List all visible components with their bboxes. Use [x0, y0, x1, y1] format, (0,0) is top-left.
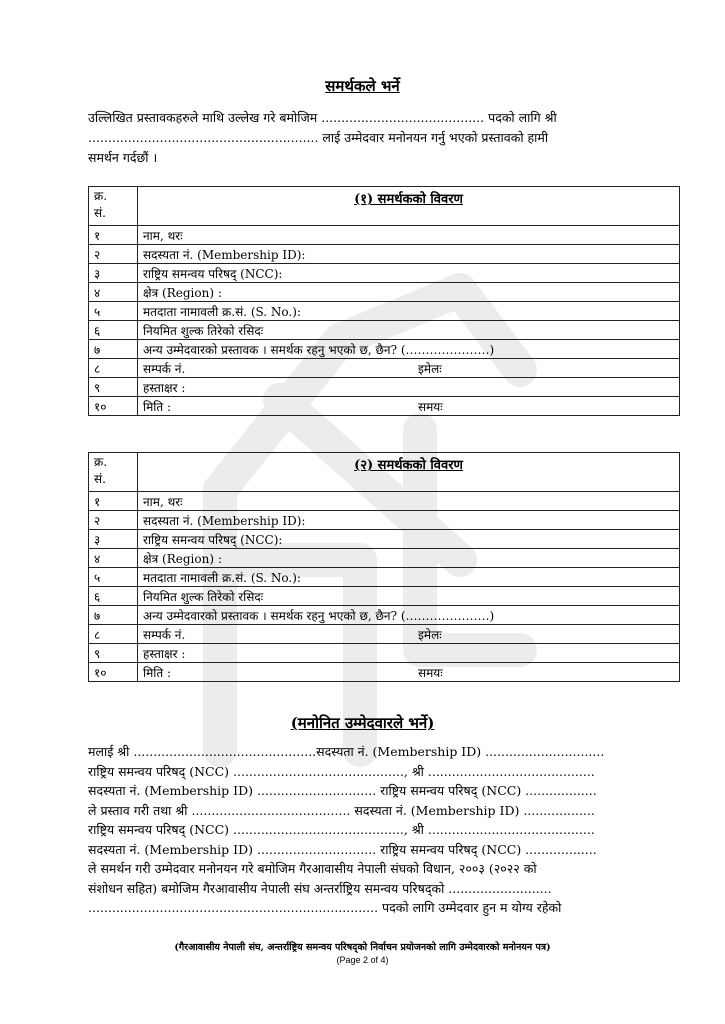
date-field[interactable]: [138, 397, 680, 416]
row-number: ८: [89, 625, 138, 644]
voter-serial-field[interactable]: मतदाता नामावली क्र.सं. (S. No.):: [138, 302, 680, 321]
intro-line: समर्थन गर्दछौं ।: [88, 150, 158, 165]
row-number: ६: [89, 321, 138, 340]
declaration-line[interactable]: ......................................................................... पदको लागि उम्मेदवार हुन म योग्य रहेको: [88, 900, 562, 915]
contact-label: सम्पर्क नं.: [143, 627, 186, 642]
row-number: ७: [89, 606, 138, 625]
region-field[interactable]: क्षेत्र (Region) :: [138, 549, 680, 568]
intro-line: उल्लिखित प्रस्तावकहरुले माथि उल्लेख गरे बमोजिम ......................................... पदको लागि श्री: [88, 110, 557, 125]
row-number: ९: [89, 378, 138, 397]
table-row: [89, 378, 680, 397]
row-number: १: [89, 492, 138, 511]
declaration-line[interactable]: संशोधन सहित) बमोजिम गैरआवासीय नेपाली संघ अन्तर्राष्ट्रिय समन्वय परिषद्को ..........................: [88, 880, 552, 896]
table-header-row: [89, 187, 680, 226]
row-number: १०: [89, 397, 138, 416]
signature-field[interactable]: हस्ताक्षर :: [138, 378, 680, 397]
other-proposer-field[interactable]: अन्य उम्मेदवारको प्रस्तावक । समर्थक रहनु भएको छ, छैन? (…………………): [138, 340, 680, 359]
table-row: [89, 625, 680, 644]
sn-header-line: क्र.: [94, 455, 108, 469]
sn-header: [89, 187, 138, 226]
sn-header-line: सं.: [94, 472, 106, 486]
email-label: इमेलः: [418, 627, 442, 642]
table-row: [89, 226, 680, 245]
fee-receipt-field[interactable]: नियमित शुल्क तिरेको रसिदः: [138, 587, 680, 606]
contact-field[interactable]: [138, 359, 680, 378]
name-field[interactable]: नाम, थरः: [138, 226, 680, 245]
row-number: ५: [89, 302, 138, 321]
time-label: समयः: [418, 399, 443, 414]
membership-id-field[interactable]: सदस्यता नं. (Membership ID):: [138, 511, 680, 530]
intro-paragraph: [88, 108, 680, 168]
nominee-section-title: (मनोनित उम्मेदवारले भर्ने): [290, 714, 435, 732]
table-row: [89, 321, 680, 340]
table-row: [89, 530, 680, 549]
table-row: [89, 340, 680, 359]
sn-header-line: सं.: [94, 206, 106, 220]
signature-field[interactable]: हस्ताक्षर :: [138, 644, 680, 663]
declaration-line[interactable]: मलाई श्री ..............................................सदस्यता नं. (Membership ID) ..............................: [88, 744, 605, 759]
table-row: [89, 302, 680, 321]
email-label: इमेलः: [418, 361, 442, 376]
row-number: ४: [89, 283, 138, 302]
table-row: [89, 549, 680, 568]
row-number: ६: [89, 587, 138, 606]
sn-header: [89, 453, 138, 492]
row-number: ३: [89, 530, 138, 549]
row-number: ३: [89, 264, 138, 283]
declaration-line: ले समर्थन गरी उम्मेदवार मनोनयन गरे बमोजिम गैरआवासीय नेपाली संघको विधान, २००३ (२०२२ को: [88, 861, 537, 876]
declaration-line[interactable]: राष्ट्रिय समन्वय परिषद् (NCC) ..........................................., श्री ..........................................: [88, 822, 595, 837]
date-label: मिति :: [143, 399, 172, 414]
time-label: समयः: [418, 665, 443, 680]
table-row: [89, 397, 680, 416]
row-number: १: [89, 226, 138, 245]
table-row: [89, 568, 680, 587]
contact-field[interactable]: [138, 625, 680, 644]
table-row: [89, 606, 680, 625]
row-number: ४: [89, 549, 138, 568]
voter-serial-field[interactable]: मतदाता नामावली क्र.सं. (S. No.):: [138, 568, 680, 587]
ncc-field[interactable]: राष्ट्रिय समन्वय परिषद् (NCC):: [138, 264, 680, 283]
contact-label: सम्पर्क नं.: [143, 361, 186, 376]
page-number: (Page 2 of 4): [336, 955, 389, 965]
row-number: ९: [89, 644, 138, 663]
fee-receipt-field[interactable]: नियमित शुल्क तिरेको रसिदः: [138, 321, 680, 340]
nominee-declaration: [88, 742, 680, 918]
table-header-row: [89, 453, 680, 492]
table-title: (२) समर्थकको विवरण: [138, 453, 680, 492]
table-title: (१) समर्थकको विवरण: [138, 187, 680, 226]
table-row: [89, 283, 680, 302]
table-row: [89, 245, 680, 264]
intro-line: .......................................................... लाई उम्मेदवार मनोनयन गर्नु भएको प्रस्तावको हामी: [88, 130, 549, 145]
declaration-line[interactable]: सदस्यता नं. (Membership ID) .............................. राष्ट्रिय समन्वय परिषद् (NCC) ..................: [88, 783, 597, 798]
declaration-line[interactable]: सदस्यता नं. (Membership ID) .............................. राष्ट्रिय समन्वय परिषद् (NCC) ..................: [88, 841, 597, 857]
other-proposer-field[interactable]: अन्य उम्मेदवारको प्रस्तावक । समर्थक रहनु भएको छ, छैन? (…………………): [138, 606, 680, 625]
membership-id-field[interactable]: सदस्यता नं. (Membership ID):: [138, 245, 680, 264]
ncc-field[interactable]: राष्ट्रिय समन्वय परिषद् (NCC):: [138, 530, 680, 549]
table-row: [89, 492, 680, 511]
date-field[interactable]: [138, 663, 680, 682]
supporter-2-table: [88, 452, 680, 682]
row-number: ८: [89, 359, 138, 378]
row-number: ५: [89, 568, 138, 587]
table-row: [89, 587, 680, 606]
date-label: मिति :: [143, 665, 172, 680]
table-row: [89, 663, 680, 682]
row-number: १०: [89, 663, 138, 682]
name-field[interactable]: नाम, थरः: [138, 492, 680, 511]
declaration-line[interactable]: ले प्रस्ताव गरी तथा श्री ........................................ सदस्यता नं. (Membership ID) ..................: [88, 802, 595, 818]
supporter-section-title: समर्थकले भर्ने: [325, 77, 400, 95]
row-number: ७: [89, 340, 138, 359]
row-number: २: [89, 511, 138, 530]
sn-header-line: क्र.: [94, 189, 108, 203]
declaration-line[interactable]: राष्ट्रिय समन्वय परिषद् (NCC) ..........................................., श्री ..........................................: [88, 763, 595, 779]
table-row: [89, 511, 680, 530]
supporter-1-table: [88, 186, 680, 416]
region-field[interactable]: क्षेत्र (Region) :: [138, 283, 680, 302]
row-number: २: [89, 245, 138, 264]
table-row: [89, 359, 680, 378]
form-name-footer: (गैरआवासीय नेपाली संघ, अन्तर्राष्ट्रिय समन्वय परिषद्को निर्वाचन प्रयोजनको लागि उम्मेदवारको मनोनयन पत्र): [174, 942, 551, 953]
table-row: [89, 264, 680, 283]
table-row: [89, 644, 680, 663]
